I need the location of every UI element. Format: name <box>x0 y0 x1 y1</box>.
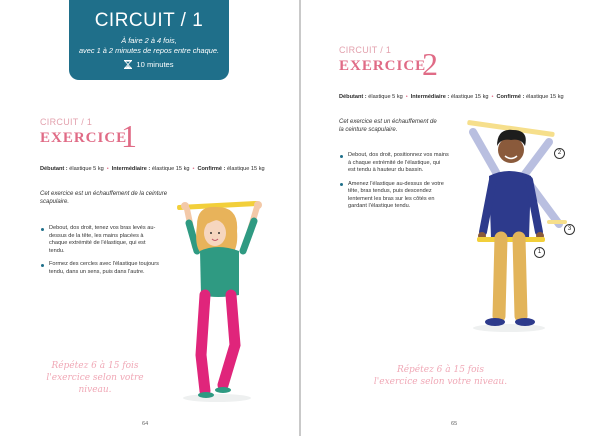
exercise-title-word: EXERCICE <box>339 58 427 74</box>
right-page <box>301 0 600 436</box>
exercise-kicker: CIRCUIT / 1 <box>339 45 392 55</box>
circuit-instructions <box>69 36 229 56</box>
exercise-steps <box>339 152 449 217</box>
exercise-number: 2 <box>422 46 438 82</box>
level-advanced-value: élastique 15 kg <box>226 166 265 172</box>
figure-step-badge: 2 <box>554 148 565 159</box>
exercise-number: 1 <box>121 118 137 154</box>
exercise-title-word: EXERCICE <box>40 130 128 146</box>
circuit-header-box <box>69 0 229 80</box>
exercise-kicker: CIRCUIT / 1 <box>40 117 93 127</box>
page-number: 64 <box>142 421 149 427</box>
level-intermediate-label: Intermédiaire : <box>111 166 151 172</box>
repeat-line1: Répétez 6 à 15 fois <box>51 361 139 371</box>
circuit-duration <box>69 60 229 69</box>
repeat-instruction <box>373 364 508 388</box>
left-page <box>0 0 299 436</box>
repeat-line1: Répétez 6 à 15 fois <box>396 365 485 375</box>
separator-dot: • <box>405 94 408 100</box>
level-intermediate-value: élastique 15 kg <box>450 94 489 100</box>
step-item: Debout, dos droit, tenez vos bras levés au-dessus de la tête, les mains placées à chaque extrémité de l'élastique, qui est tendu. <box>40 225 160 255</box>
circuit-instructions-line2: avec 1 à 2 minutes de repos entre chaque. <box>78 46 220 55</box>
exercise-intro-line1: Cet exercice est un échauffement de la ceinture <box>40 191 168 197</box>
level-advanced-value: élastique 15 kg <box>525 94 564 100</box>
level-advanced-label: Confirmé : <box>496 94 525 100</box>
level-beginner-label: Débutant : <box>339 94 367 100</box>
page-number: 65 <box>451 421 458 427</box>
circuit-duration-text: 10 minutes <box>136 60 174 69</box>
exercise-intro-line2: la ceinture scapulaire. <box>339 127 398 133</box>
woman-exercise-illustration <box>165 195 275 405</box>
exercise-intro-line1: Cet exercice est un échauffement de <box>339 119 437 125</box>
figure-step-badge: 1 <box>534 247 545 258</box>
exercise-intro-line2: scapulaire. <box>40 199 70 205</box>
level-beginner-value: élastique 5 kg <box>368 94 403 100</box>
level-intermediate-label: Intermédiaire : <box>410 94 450 100</box>
circuit-instructions-line1: À faire 2 à 4 fois, <box>121 36 177 45</box>
step-item: Formez des cercles avec l'élastique toujours tendu, dans un sens, puis dans l'autre. <box>40 261 160 276</box>
hourglass-icon <box>124 60 132 69</box>
separator-dot: • <box>491 94 494 100</box>
level-beginner-label: Débutant : <box>40 166 68 172</box>
repeat-line2: l'exercice selon votre niveau. <box>46 373 144 395</box>
level-line <box>40 166 265 172</box>
exercise-steps <box>40 225 160 282</box>
repeat-instruction <box>30 360 160 396</box>
level-beginner-value: élastique 5 kg <box>69 166 104 172</box>
figure-step-badge: 3 <box>564 224 575 235</box>
level-intermediate-value: élastique 15 kg <box>151 166 190 172</box>
repeat-line2: l'exercice selon votre niveau. <box>373 377 508 387</box>
level-advanced-label: Confirmé : <box>197 166 226 172</box>
exercise-intro <box>339 118 459 134</box>
level-line <box>339 94 564 100</box>
circuit-title: CIRCUIT / 1 <box>94 10 204 31</box>
separator-dot: • <box>192 166 195 172</box>
step-item: Amenez l'élastique au-dessus de votre tête, bras tendus, puis descendez lentement les bras sur les côtés en gardant l'élastique tendu. <box>339 181 449 211</box>
step-item: Debout, dos droit, positionnez vos mains à chaque extrémité de l'élastique, qui est tendu à hauteur du bassin. <box>339 152 449 175</box>
separator-dot: • <box>106 166 109 172</box>
